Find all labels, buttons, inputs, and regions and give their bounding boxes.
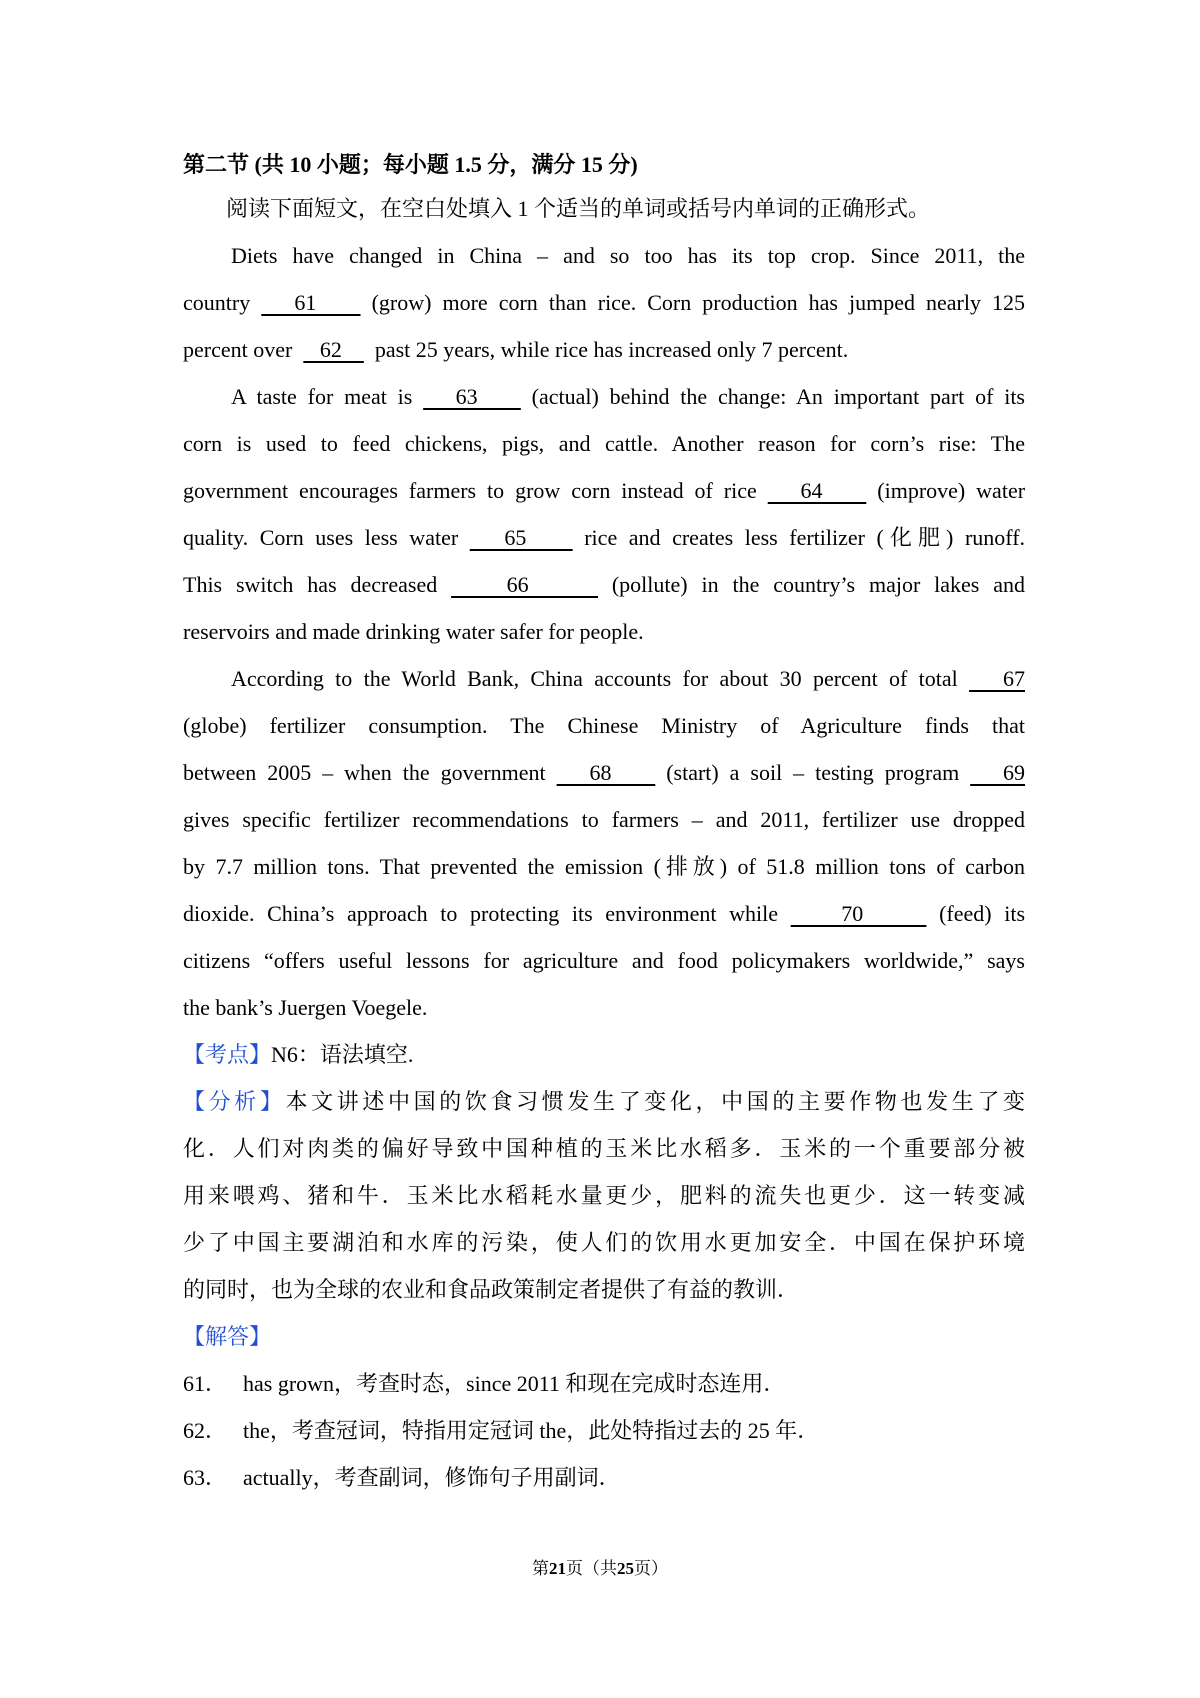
answer-text: actually，考查副词，修饰句子用副词．	[243, 1465, 621, 1490]
passage-line: by 7.7 million tons. That prevented the emission (排放) of 51.8 million tons of carbon	[183, 854, 1025, 879]
passage-line: citizens “offers useful lessons for agriculture and food policymakers worldwide,” says	[183, 948, 1025, 973]
passage-line: gives specific fertilizer recommendations to farmers – and 2011, fertilizer use dropped	[183, 807, 1025, 832]
answer-item	[183, 1416, 1025, 1446]
passage-line: Diets have changed in China – and so too has its top crop. Since 2011, the	[231, 243, 1025, 268]
blank-70: 70	[790, 901, 927, 926]
fenxi-line: 【分析】本文讲述中国的饮食习惯发生了变化，中国的主要作物也发生了变	[183, 1089, 1025, 1114]
blank-63: 63	[423, 384, 521, 409]
passage-line: the bank’s Juergen Voegele.	[183, 995, 428, 1020]
passage-line: percent over 62 past 25 years, while rice has increased only 7 percent.	[183, 337, 849, 362]
total-pages: 25	[617, 1559, 634, 1578]
blank-64: 64	[767, 478, 867, 503]
fenxi-line: 用来喂鸡、猪和牛．玉米比水稻耗水量更少，肥料的流失也更少．这一转变减	[183, 1183, 1025, 1208]
passage-line: This switch has decreased 66 (pollute) in the country’s major lakes and	[183, 572, 1025, 597]
page-number: 21	[549, 1559, 566, 1578]
passage-line: government encourages farmers to grow corn instead of rice 64 (improve) water	[183, 478, 1026, 503]
passage-line: dioxide. China’s approach to protecting its environment while 70 (feed) its	[183, 901, 1026, 926]
blank-67: 67	[969, 666, 1025, 691]
blank-69: 69	[970, 760, 1026, 785]
fenxi-tag: 【分析】	[183, 1089, 286, 1114]
passage-line: between 2005 – when the government 68 (start) a soil – testing program 69	[183, 760, 1026, 785]
passage-line: According to the World Bank, China accounts for about 30 percent of total 67	[231, 666, 1025, 691]
instruction: 阅读下面短文，在空白处填入 1 个适当的单词或括号内单词的正确形式。	[226, 196, 931, 221]
answer-number: 61．	[183, 1371, 228, 1396]
page-footer: 第21页（共25页）	[532, 1559, 668, 1578]
jieda-tag: 【解答】	[183, 1324, 272, 1349]
answer-text: has grown，考查时态，since 2011 和现在完成时态连用．	[243, 1371, 786, 1396]
kaodian-section	[183, 1040, 1025, 1070]
passage-line: A taste for meat is 63 (actual) behind the change: An important part of its	[231, 384, 1025, 409]
passage-line: corn is used to feed chickens, pigs, and cattle. Another reason for corn’s rise: The	[183, 431, 1025, 456]
passage-line: (globe) fertilizer consumption. The Chinese Ministry of Agriculture finds that	[183, 713, 1025, 738]
fenxi-line: 少了中国主要湖泊和水库的污染，使人们的饮用水更加安全．中国在保护环境	[183, 1230, 1025, 1255]
answer-text: the，考查冠词，特指用定冠词 the，此处特指过去的 25 年．	[243, 1418, 820, 1443]
kaodian-tag: 【考点】	[183, 1042, 272, 1067]
answer-number: 62．	[183, 1418, 228, 1443]
blank-65: 65	[469, 525, 573, 550]
answer-item	[183, 1463, 1025, 1493]
passage-line: quality. Corn uses less water 65 rice and creates less fertilizer (化肥) runoff.	[183, 525, 1026, 550]
fenxi-line: 化．人们对肉类的偏好导致中国种植的玉米比水稻多．玉米的一个重要部分被	[183, 1136, 1025, 1161]
blank-66: 66	[451, 572, 598, 597]
blank-61: 61	[261, 290, 361, 315]
passage-line: reservoirs and made drinking water safer for people.	[183, 619, 644, 644]
blank-68: 68	[556, 760, 656, 785]
kaodian-text: N6：语法填空.	[271, 1042, 414, 1067]
answer-number: 63．	[183, 1465, 228, 1490]
answer-item	[183, 1369, 1025, 1399]
fenxi-line: 的同时，也为全球的农业和食品政策制定者提供了有益的教训．	[183, 1277, 800, 1302]
blank-62: 62	[303, 337, 364, 362]
passage-line: country 61 (grow) more corn than rice. Corn production has jumped nearly 125	[183, 290, 1026, 315]
section-title: 第二节 (共 10 小题；每小题 1.5 分，满分 15 分)	[183, 152, 638, 177]
